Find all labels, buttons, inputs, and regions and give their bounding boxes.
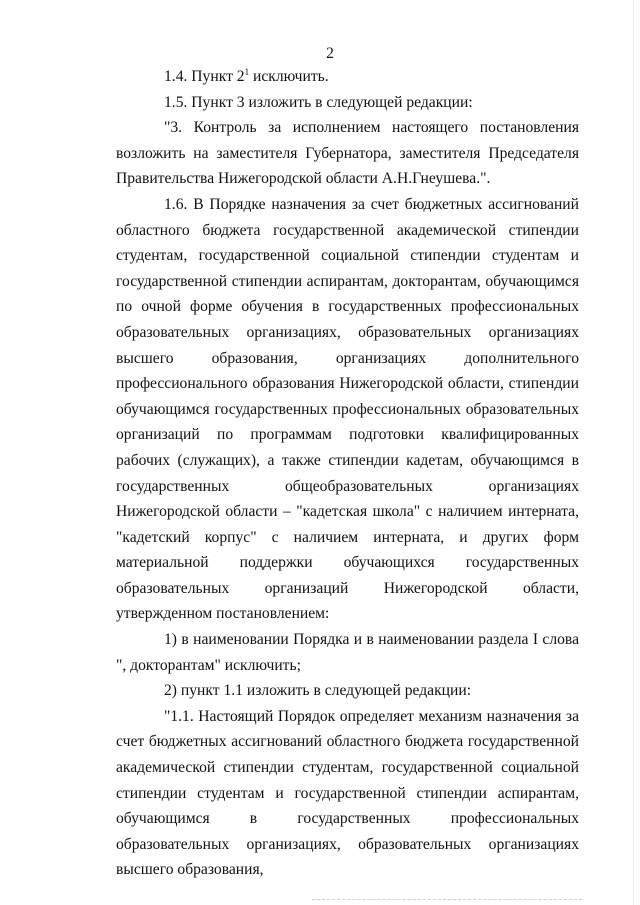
paragraph-1-4 xyxy=(116,64,579,90)
scan-bottom-marks xyxy=(312,899,582,903)
scan-edge-line xyxy=(633,0,634,905)
quoted-paragraph-3: "3. Контроль за исполнением настоящего постановления возложить на заместителя Губернатора, заместителя Председателя Правительства Нижегородской области А.Н.Гнеушева.". xyxy=(116,119,579,188)
quoted-paragraph-1-1: "1.1. Настоящий Порядок определяет механизм назначения за счет бюджетных ассигнований областного бюджета государственной академической стипендии студентам, государственной социальной стипендии студентам и государственной стипендии аспирантам, обучающимся в государственных профессиональных образовательных организациях, образовательных организациях высшего образования, xyxy=(116,707,579,879)
page-number: 2 xyxy=(326,45,334,62)
paragraph-1-5: 1.5. Пункт 3 изложить в следующей редакции: xyxy=(164,93,473,111)
paragraph-1-4-text: 1.4. Пункт 2 xyxy=(164,68,245,85)
footnote-superscript: 1 xyxy=(244,67,250,77)
paragraph-1-6: 1.6. В Порядке назначения за счет бюджетных ассигнований областного бюджета государственной академической стипендии студентам, государственной социальной стипендии студентам и государственной стипендии аспирантам, докторантам, обучающимся по очной форме обучения в государственных профессиональных образовательных организациях, образовательных организациях высшего образования, организациях дополнительного профессионального образования Нижегородской области, стипендии обучающимся государственных профессиональных образовательных организаций по программам подготовки квалифицированных рабочих (служащих), а также стипендии кадетам, обучающимся в государственных общеобразовательных организациях Нижегородской области – "кадетская школа" с наличием интерната, "кадетский корпус" с наличием интерната, и других форм материальной поддержки обучающихся государственных образовательных организаций Нижегородской области, утвержденном постановлением: xyxy=(116,195,579,623)
list-item-1: 1) в наименовании Порядка и в наименовании раздела I слова ", докторантам" исключить; xyxy=(116,631,579,674)
paragraph-1-4-tail: исключить. xyxy=(249,68,329,85)
list-item-2: 2) пункт 1.1 изложить в следующей редакции: xyxy=(164,682,472,700)
document-body xyxy=(116,64,579,883)
